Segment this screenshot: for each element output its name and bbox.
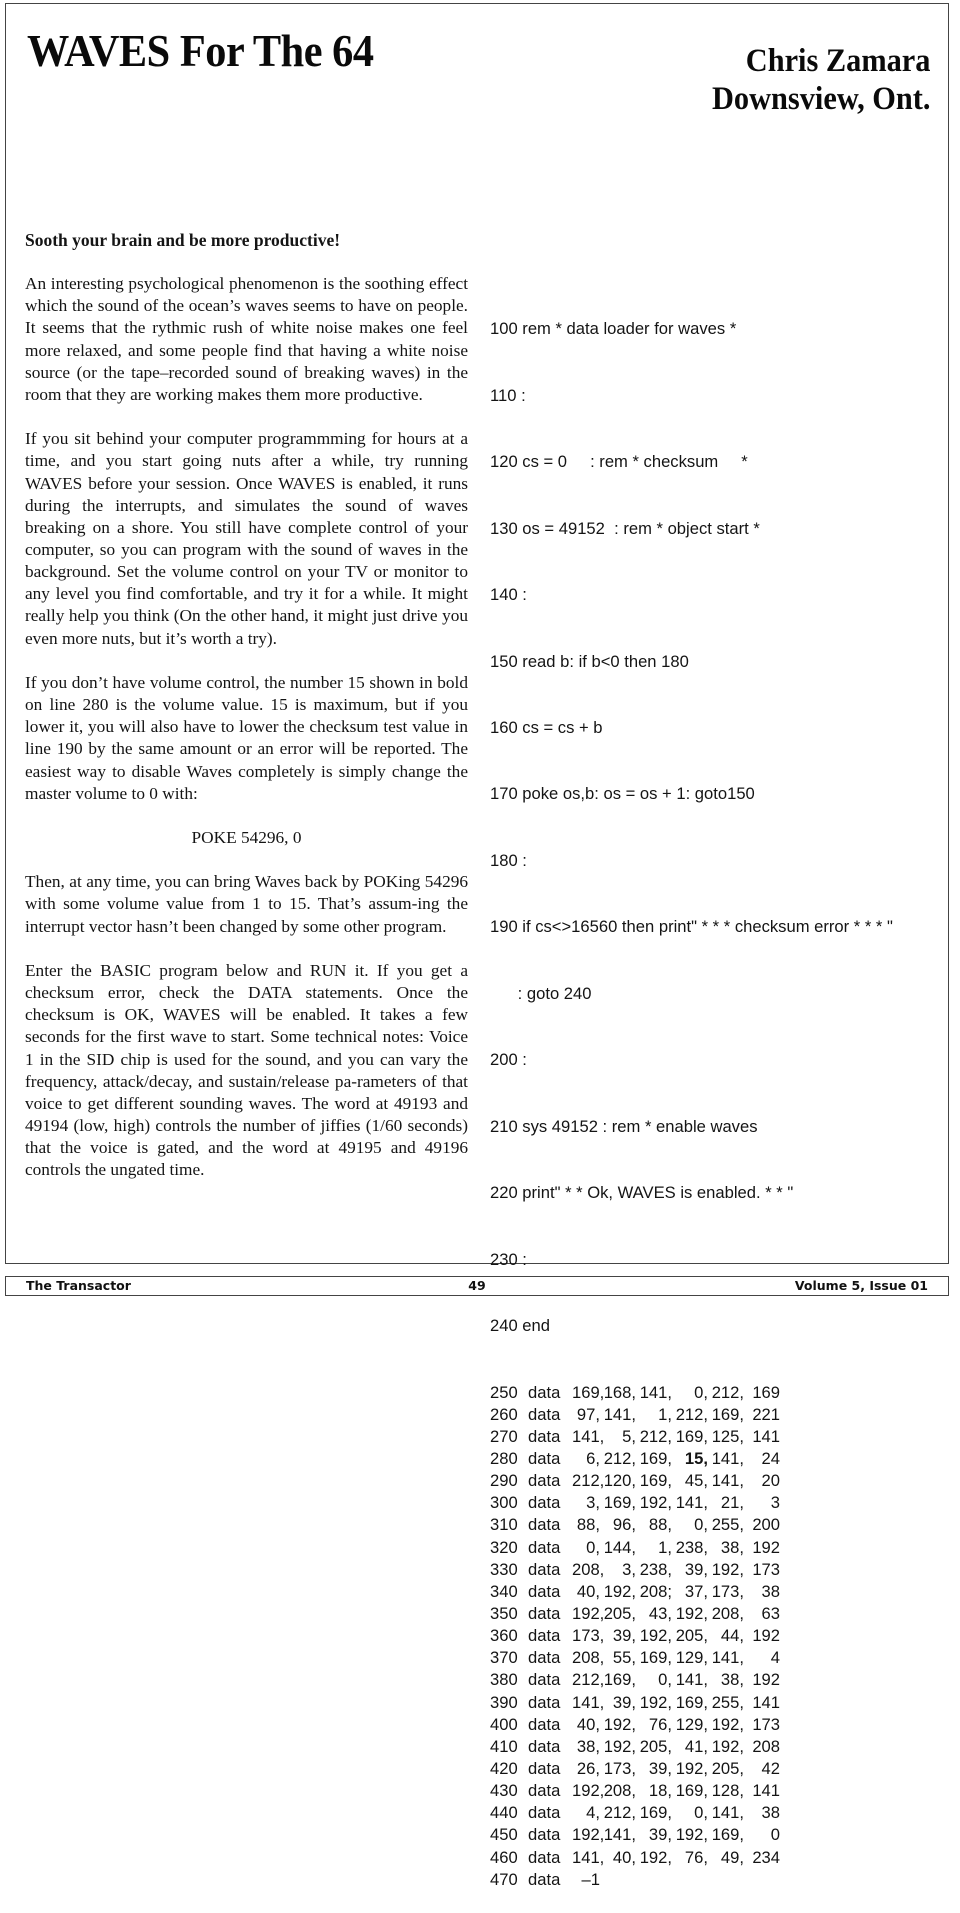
line-number: 360 (490, 1626, 518, 1646)
data-line (490, 1470, 940, 1492)
line-number: 460 (490, 1847, 518, 1867)
data-value: 0, (658, 1670, 672, 1690)
data-value: 1, (658, 1537, 672, 1557)
data-keyword: data (528, 1515, 561, 1535)
data-line (490, 1692, 940, 1714)
data-value: 169, (711, 1825, 744, 1845)
data-line (490, 1625, 940, 1647)
paragraph: If you don’t have volume control, the number 15 shown in bold on line 280 is the volume value. 15 is maximum, but if you lower it, you will also have to lower the checksum test value in line 190 by the same amount or an error will be reported. The easiest way to disable Waves completely is simply change the master volume to 0 with: (25, 672, 468, 803)
line-number: 370 (490, 1648, 518, 1668)
data-value: 39, (612, 1692, 636, 1712)
data-value: 128, (711, 1781, 744, 1801)
data-line (490, 1869, 940, 1891)
data-line (490, 1581, 940, 1603)
data-value: 63 (761, 1603, 780, 1623)
data-value: 141, (711, 1448, 744, 1468)
data-keyword: data (528, 1537, 561, 1557)
data-value: 212, (603, 1803, 636, 1823)
data-value: 234 (752, 1847, 780, 1867)
data-line (490, 1669, 940, 1691)
data-value: 192, (675, 1603, 708, 1623)
data-value: 39, (648, 1758, 672, 1778)
data-value: 200 (752, 1515, 780, 1535)
data-value: 6, (586, 1448, 600, 1468)
data-keyword: data (528, 1382, 561, 1402)
data-keyword: data (528, 1493, 561, 1513)
data-value: 0, (694, 1382, 708, 1402)
data-value: 141, (711, 1648, 744, 1668)
data-keyword: data (528, 1648, 561, 1668)
author-name: Chris Zamara (745, 43, 930, 79)
data-value: 169, (639, 1648, 672, 1668)
data-value: 24 (761, 1448, 780, 1468)
data-value: 88, (576, 1515, 600, 1535)
data-value: 141, (675, 1670, 708, 1690)
line-number: 380 (490, 1670, 518, 1690)
line-number: 250 (490, 1382, 518, 1402)
issue-label: Volume 5, Issue 01 (794, 1278, 928, 1293)
line-number: 290 (490, 1471, 518, 1491)
data-keyword: data (528, 1803, 561, 1823)
data-value: 221 (752, 1404, 780, 1424)
data-line (490, 1758, 940, 1780)
data-line (490, 1382, 940, 1404)
data-line (490, 1736, 940, 1758)
data-line (490, 1824, 940, 1846)
code-line: 100 rem * data loader for waves * (490, 319, 737, 339)
paragraph: Enter the BASIC program below and RUN it. If you get a checksum error, check the DATA statements. Once the checksum is OK, WAVES will be enabled. It takes a few seconds for the first wave to start. Some technical notes: Voice 1 in the SID chip is used for the sound, and you can vary the frequency, attack/decay, and sustain/release pa-rameters of that voice to get different sounding waves. The word at 49193 and 49194 (low, high) controls the number of jiffies (1/60 seconds) that the voice is gated, and the word at 49195 and 49196 controls the ungated time. (25, 960, 468, 1180)
data-value: 208 (752, 1736, 780, 1756)
data-value: 141, (675, 1493, 708, 1513)
data-value: 212, (603, 1448, 636, 1468)
data-value: 169, (639, 1471, 672, 1491)
data-line (490, 1802, 940, 1824)
data-value: 3, (622, 1559, 636, 1579)
data-keyword: data (528, 1758, 561, 1778)
data-value: 192, (711, 1714, 744, 1734)
data-value: 18, (648, 1781, 672, 1801)
data-value: 76, (684, 1847, 708, 1867)
code-line: 110 : (490, 385, 526, 405)
line-number: 420 (490, 1758, 518, 1778)
data-value: 21, (720, 1493, 744, 1513)
publication-name: The Transactor (26, 1278, 131, 1293)
paragraph: If you sit behind your computer programmming for hours at a time, and you start going nuts after a while, try running WAVES before your session. Once WAVES is enabled, it runs during the interrupts, and simulates the sound of waves breaking on a shore. You still have complete control of your computer, so you can program with the sound of waves in the background. Set the volume control on your TV or monitor to any level you find comfortable, and try it for a while. It might really help you think (On the other hand, it might just drive you even more nuts, but it’s worth a try). (25, 429, 468, 648)
data-value: 173 (752, 1714, 780, 1734)
data-value: 141, (572, 1692, 605, 1712)
paragraph: An interesting psychological phenomenon is the soothing effect which the sound of the ocean’s waves seems to have on people. It seems that the rythmic rush of white noise makes one feel more relaxed, and some people find that having a white noise source (or the tape–recorded sound of breaking waves) in the room that they are working makes them more productive. (25, 274, 468, 404)
line-number: 260 (490, 1404, 518, 1424)
data-value: 88, (648, 1515, 672, 1535)
data-value: 205, (711, 1758, 744, 1778)
code-line: 180 : (490, 850, 527, 870)
data-value: 169, (711, 1404, 744, 1424)
data-value: 192, (572, 1781, 605, 1801)
data-value: 192 (752, 1626, 780, 1646)
data-value: 208, (603, 1781, 636, 1801)
data-value: 192, (711, 1559, 744, 1579)
data-value: 141, (603, 1825, 636, 1845)
data-value: 20 (761, 1471, 780, 1491)
data-value: 192, (572, 1603, 605, 1623)
data-value: 43, (648, 1603, 672, 1623)
data-value: 192, (603, 1736, 636, 1756)
data-value: 39, (684, 1559, 708, 1579)
data-value: 76, (648, 1714, 672, 1734)
data-value: 141, (572, 1426, 605, 1446)
data-line (490, 1847, 940, 1869)
data-value: 40, (576, 1581, 600, 1601)
data-value: 40, (612, 1847, 636, 1867)
data-value: 4 (770, 1648, 780, 1668)
data-line (490, 1404, 940, 1426)
data-keyword: data (528, 1404, 561, 1424)
data-value: 208, (572, 1559, 605, 1579)
data-value: 212, (572, 1670, 605, 1690)
data-value: 129, (675, 1648, 708, 1668)
code-line: 160 cs = cs + b (490, 718, 603, 738)
data-keyword: data (528, 1426, 561, 1446)
data-value: 141 (752, 1426, 780, 1446)
data-value: 169, (675, 1426, 708, 1446)
data-value: 192, (711, 1736, 744, 1756)
data-value: 38, (720, 1537, 744, 1557)
data-value: 205, (603, 1603, 636, 1623)
data-value: 141, (711, 1471, 744, 1491)
data-value: 141, (711, 1803, 744, 1823)
data-value: 238, (639, 1559, 672, 1579)
data-value: 169, (603, 1493, 636, 1513)
data-keyword: data (528, 1603, 561, 1623)
basic-listing (490, 274, 940, 1913)
data-value: 40, (576, 1714, 600, 1734)
line-number: 450 (490, 1825, 518, 1845)
data-value: 0, (694, 1803, 708, 1823)
data-value: 169 (752, 1382, 780, 1402)
code-line: 170 poke os,b: os = os + 1: goto150 (490, 784, 755, 804)
page-number: 49 (468, 1278, 486, 1293)
data-value: 49, (720, 1847, 744, 1867)
data-value: 39, (612, 1626, 636, 1646)
paragraph: Then, at any time, you can bring Waves back by POKing 54296 with some volume value from 1 to 15. That’s assum-ing the interrupt vector hasn’t been changed by some other program. (25, 872, 468, 936)
data-value: 192, (675, 1758, 708, 1778)
data-value: 97, (576, 1404, 600, 1424)
data-line (490, 1714, 940, 1736)
data-value: 37, (684, 1581, 708, 1601)
volume-value: 15, (684, 1448, 708, 1468)
code-line: 200 : (490, 1050, 527, 1070)
data-keyword: data (528, 1559, 561, 1579)
data-value: 3 (770, 1493, 780, 1513)
data-value: 208, (711, 1603, 744, 1623)
data-value: 141, (572, 1847, 605, 1867)
data-value: 212, (639, 1426, 672, 1446)
code-line: 210 sys 49152 : rem * enable waves (490, 1116, 758, 1136)
data-value: 192, (639, 1692, 672, 1712)
data-keyword: data (528, 1714, 561, 1734)
data-value: 173, (711, 1581, 744, 1601)
data-value: 141, (639, 1382, 672, 1402)
data-line (490, 1492, 940, 1514)
code-line: 140 : (490, 585, 527, 605)
data-value: 0 (770, 1825, 780, 1845)
data-value: 141 (752, 1781, 780, 1801)
data-value: 38, (720, 1670, 744, 1690)
data-keyword: data (528, 1825, 561, 1845)
data-value: 144, (603, 1537, 636, 1557)
data-keyword: data (528, 1581, 561, 1601)
data-value: 208, (572, 1648, 605, 1668)
data-value: 205, (675, 1626, 708, 1646)
data-value: 39, (648, 1825, 672, 1845)
data-value: 212, (711, 1382, 744, 1402)
data-keyword: data (528, 1847, 561, 1867)
code-line: 150 read b: if b<0 then 180 (490, 651, 689, 671)
subheading: Sooth your brain and be more productive! (25, 230, 341, 250)
data-line (490, 1559, 940, 1581)
data-value: 0, (694, 1515, 708, 1535)
data-line (490, 1426, 940, 1448)
line-number: 310 (490, 1515, 518, 1535)
data-value: 173, (603, 1758, 636, 1778)
data-value: 96, (612, 1515, 636, 1535)
data-value: 192, (675, 1825, 708, 1845)
data-keyword: data (528, 1626, 561, 1646)
page-footer (5, 1276, 949, 1296)
data-value: 169, (675, 1692, 708, 1712)
data-keyword: data (528, 1670, 561, 1690)
data-value: 41, (684, 1736, 708, 1756)
data-value: 38 (761, 1581, 780, 1601)
data-value: 38 (761, 1803, 780, 1823)
data-value: 3, (586, 1493, 600, 1513)
data-value: 38, (576, 1736, 600, 1756)
data-value: 4, (586, 1803, 600, 1823)
data-value (672, 1448, 708, 1470)
code-line: 130 os = 49152 : rem * object start * (490, 518, 760, 538)
line-number: 350 (490, 1603, 518, 1623)
data-value: 169, (603, 1670, 636, 1690)
data-value: 44, (720, 1626, 744, 1646)
data-value: 192, (603, 1581, 636, 1601)
author-location: Downsview, Ont. (711, 81, 930, 117)
line-number: 330 (490, 1559, 518, 1579)
data-keyword: data (528, 1781, 561, 1801)
data-line (490, 1647, 940, 1669)
data-value: 173, (572, 1626, 605, 1646)
data-value: 120, (603, 1471, 636, 1491)
code-line: 190 if cs<>16560 then print" * * * checksum error * * * " (490, 917, 893, 937)
data-value: 169, (572, 1382, 605, 1402)
data-value: 129, (675, 1714, 708, 1734)
code-line: : goto 240 (490, 983, 592, 1003)
data-keyword: data (528, 1471, 561, 1491)
line-number: 390 (490, 1692, 518, 1712)
line-number: 270 (490, 1426, 518, 1446)
data-value: 45, (684, 1471, 708, 1491)
line-number: 340 (490, 1581, 518, 1601)
data-value: 192, (639, 1626, 672, 1646)
line-number: 430 (490, 1781, 518, 1801)
data-value: 208; (639, 1581, 672, 1601)
code-line: 120 cs = 0 : rem * checksum * (490, 452, 748, 472)
data-value: 141, (603, 1404, 636, 1424)
data-value: 238, (675, 1537, 708, 1557)
data-line (490, 1537, 940, 1559)
data-keyword: data (528, 1869, 561, 1889)
line-number: 440 (490, 1803, 518, 1823)
article-body (25, 229, 468, 1204)
data-line (490, 1780, 940, 1802)
data-value: 169, (639, 1448, 672, 1468)
line-number: 470 (490, 1869, 518, 1889)
line-number: 400 (490, 1714, 518, 1734)
line-number: 280 (490, 1448, 518, 1468)
data-value: 169, (639, 1803, 672, 1823)
data-value: 192 (752, 1670, 780, 1690)
article-title: WAVES For The 64 (27, 25, 374, 76)
code-line: 240 end (490, 1316, 550, 1336)
line-number: 320 (490, 1537, 518, 1557)
data-value: 212, (675, 1404, 708, 1424)
data-value: 141 (752, 1692, 780, 1712)
data-value: 169, (675, 1781, 708, 1801)
data-value: 192, (639, 1493, 672, 1513)
data-statements (490, 1382, 940, 1891)
data-line (490, 1603, 940, 1625)
data-keyword: data (528, 1736, 561, 1756)
code-line: 230 : (490, 1249, 527, 1269)
line-number: 410 (490, 1736, 518, 1756)
data-value: 173 (752, 1559, 780, 1579)
data-value: 5, (622, 1426, 636, 1446)
code-line: 220 print" * * Ok, WAVES is enabled. * * " (490, 1183, 794, 1203)
data-value: 192, (603, 1714, 636, 1734)
data-value: 42 (761, 1758, 780, 1778)
data-value: 192, (572, 1825, 605, 1845)
data-value: 125, (711, 1426, 744, 1446)
data-value: 212, (572, 1471, 605, 1491)
data-keyword: data (528, 1448, 561, 1468)
poke-command: POKE 54296, 0 (191, 828, 302, 848)
data-line (490, 1448, 940, 1470)
data-value: 255, (711, 1515, 744, 1535)
data-keyword: data (528, 1692, 561, 1712)
data-line (490, 1514, 940, 1536)
data-value: 26, (576, 1758, 600, 1778)
line-number: 300 (490, 1493, 518, 1513)
data-value: 192 (752, 1537, 780, 1557)
data-value: 55, (612, 1648, 636, 1668)
byline (693, 42, 930, 118)
data-value: 192, (639, 1847, 672, 1867)
data-value: –1 (581, 1869, 600, 1889)
data-value: 255, (711, 1692, 744, 1712)
data-value: 205, (639, 1736, 672, 1756)
data-value: 168, (603, 1382, 636, 1402)
data-value: 1, (658, 1404, 672, 1424)
data-value: 0, (586, 1537, 600, 1557)
